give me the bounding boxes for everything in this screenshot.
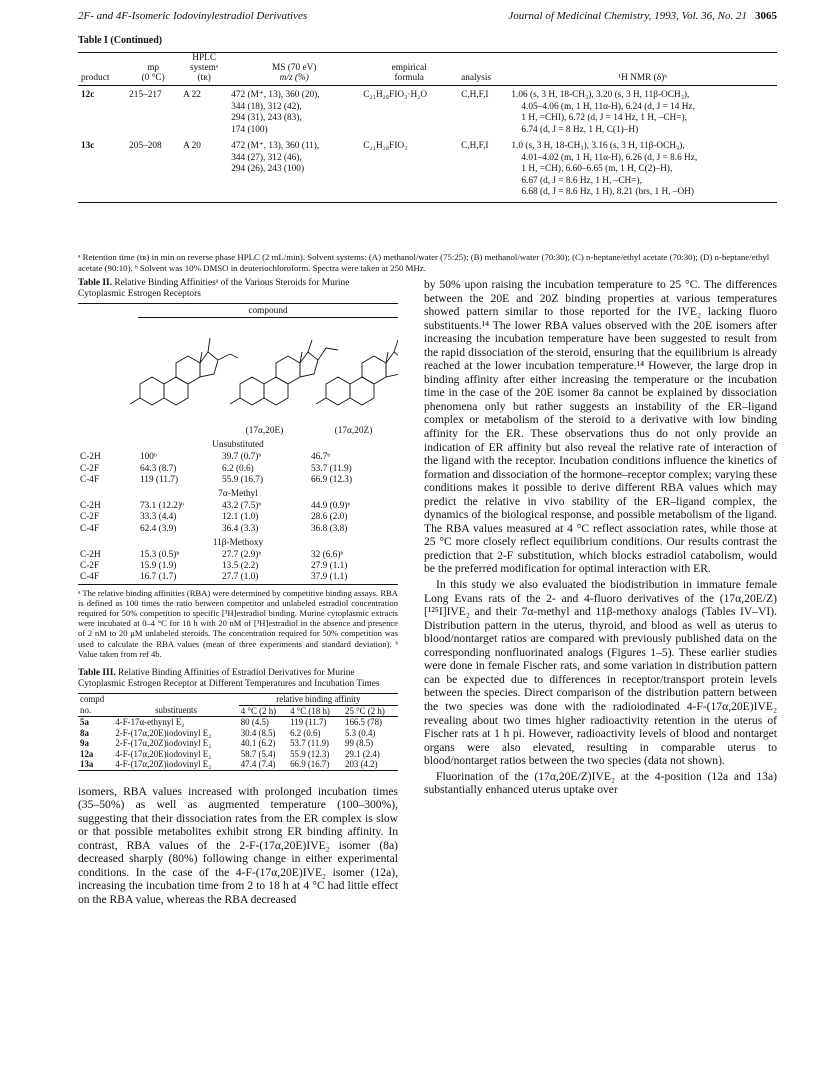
t2-cell: 37.9 (1.1) [311, 572, 348, 583]
t3-h-c1: 4 °C (2 h) [239, 705, 288, 717]
t1-h-nmr: ¹H NMR (δ)ᵇ [508, 73, 777, 86]
table-row [78, 572, 398, 584]
steroid-structures-drawing [78, 318, 398, 426]
t2-cell: 27.7 (1.0) [222, 572, 259, 583]
t1-formula: C₂₁H₂₈FIO₃·H₂O [363, 90, 428, 100]
t1-hplc: A 20 [180, 137, 228, 202]
table-row [78, 738, 398, 749]
t1-nmr [508, 137, 777, 202]
t3-cell: 66.9 (16.7) [288, 759, 343, 770]
t1-ms-line: 344 (18), 312 (42), [231, 101, 302, 112]
table3-caption [78, 668, 398, 690]
t1-mp: 215–217 [129, 90, 162, 100]
running-header [78, 10, 777, 28]
t2-group-title: 11β-Methoxy [212, 537, 264, 548]
t3-no: 13a [78, 759, 113, 770]
table2-caption-text: Relative Binding Affinitiesᵃ of the Various Steroids for Murine Cytoplasmic Estrogen Receptors [78, 278, 350, 299]
t1-h-formula1: empirical [391, 63, 427, 73]
t1-analysis: C,H,F,I [458, 137, 508, 202]
t2-row-label: C-2H [80, 550, 101, 561]
t3-no: 9a [80, 738, 89, 749]
t1-h-formula2: formula [360, 73, 458, 86]
header-article-title: 2F- and 4F-Isomeric Iodovinylestradiol Derivatives [78, 10, 308, 22]
body-paragraph: Fluorination of the (17α,20E/Z)IVE₂ at the 4-position (12a and 13a) substantially enhanced uterus uptake over [424, 769, 777, 797]
t1-h-product: product [78, 73, 126, 86]
t2-row-label: C-2F [80, 512, 100, 523]
t1-h-mp-unit: (0 °C) [126, 73, 180, 86]
t2-cell: 15.3 (0.5)ᵇ [140, 550, 180, 561]
table2-label: Table II. [78, 278, 113, 288]
t1-ms-line: 174 (100) [231, 124, 268, 135]
t2-cell: 27.7 (2.9)ᵇ [222, 550, 262, 561]
t2-cell: 13.5 (2.2) [222, 561, 259, 572]
t1-nmr-line: 6.68 (d, J = 8.6 Hz, 1 H), 8.21 (brs, 1 H, –OH) [521, 187, 694, 197]
t2-cell: 27.9 (1.1) [311, 561, 348, 572]
body-paragraph: In this study we also evaluated the biodistribution in immature female Long Evans rats of the 2- and 4-fluoro derivatives of the (17α,20E/Z)[¹²⁵I]IVE₂ and their 7α-methyl and 11β-methoxy analogs (Tables IV–VI). Distribution pattern in the uterus, thyroid, and blood as well as uterus to blood/nontarget ratios are compared with previously published data on the corresponding nonfluorinated analogs (Figures 1–5). These earlier studies were done in female Fischer rats, and some variation in distribution pattern can be expected due to differences in receptor/transport protein levels between the species. Direct comparison of the distribution pattern between the two species was done with the radioiodinated 4-F-(17α,20E)IVE₂ revealing about two times higher radioactivity retention in the uterus of Fischer rats at 1 h pi. However, radioactivity levels of blood and nontarget organs were also elevated, resulting in comparable uterus to blood/nontarget ratios between the two species (data not shown). [424, 578, 777, 768]
table1-footnote: ᵃ Retention time (tʀ) in min on reverse phase HPLC (2 mL/min). Solvent systems: (A) methanol/water (75:25); (B) methanol/water (70:30); (C) n-heptane/ethyl acetate (70:30); (D) n-heptane/ethyl acetate (90:10). ᵇ Solvent was 10% DMSO in deuteriochloroform. Spectra were taken at 250 MHz. [78, 252, 770, 273]
t2-cell: 55.9 (16.7) [222, 474, 264, 485]
t2-cell: 44.9 (0.9)ᵇ [311, 501, 351, 512]
t2-row-label: C-4F [80, 572, 100, 583]
table3-label: Table III. [78, 668, 116, 679]
t3-h-compd: compd [78, 694, 113, 706]
t3-cell: 5.3 (0.4) [345, 727, 376, 738]
t1-h-hplc1: HPLC [192, 53, 217, 63]
t1-h-hplc3: (tʀ) [180, 73, 228, 86]
t3-cell: 30.4 (8.5) [240, 727, 276, 738]
t1-h-hplc2: systemᵃ [189, 63, 219, 73]
t1-nmr-line: 1.0 (s, 3 H, 18-CH₃), 3.16 (s, 3 H, 11β-OCH₃), [511, 141, 685, 151]
t1-nmr-line: 6.67 (d, J = 8.6 Hz, 1 H, –CH=), [521, 175, 642, 186]
t1-ms-line: 472 (M⁺, 13), 360 (20), [231, 90, 320, 100]
t3-cell: 166.5 (78) [345, 717, 382, 728]
t1-nmr-line: 1 H, =CHI), 6.72 (d, J = 14 Hz, 1 H, –CH=), [521, 113, 687, 123]
t2-cell: 119 (11.7) [140, 474, 179, 485]
t2-cell: 32 (6.6)ᵇ [311, 550, 344, 561]
t1-ms [228, 137, 360, 202]
t1-h-mp: mp [147, 63, 160, 73]
t2-row-label: C-4F [80, 523, 100, 534]
table-row [78, 728, 398, 739]
t1-nmr-line: 1.06 (s, 3 H, 18-CH₃), 3.20 (s, 3 H, 11β-OCH₃), [511, 90, 690, 100]
t1-ms-line: 344 (27), 312 (46), [231, 152, 302, 163]
t2-cell: 39.7 (0.7)ᵇ [222, 452, 262, 463]
table1-title: Table I (Continued) [78, 35, 163, 46]
t2-cell: 73.1 (12.2)ᵇ [140, 501, 184, 512]
header-journal [508, 10, 777, 22]
t2-cell: 43.2 (7.5)ᵇ [222, 501, 262, 512]
t3-cell: 53.7 (11.9) [290, 738, 329, 749]
body-paragraph: isomers, RBA values increased with prolonged incubation times (35–50%) as well as augmented temperature (100–300%), suggesting that their dissociation rates from the ER complex is slow or that possible metabolites exhibit strong ER binding affinity. In contrast, RBA values of the 2-F-(17α,20E)IVE₂ isomer (8a) decreased sharply (80%) following change in either experimental conditions. In the case of the 4-F-(17α,20E)IVE₂ isomer (12a), increasing the incubation time from 2 to 18 h at 4 °C had little effect on the RBA value, whereas the RBA decreased [78, 784, 398, 906]
right-body-text [424, 278, 777, 797]
t2-cell: 53.7 (11.9) [311, 463, 352, 474]
t1-formula: C₂₁H₂₈FIO₃ [360, 137, 458, 202]
t2-cell: 36.8 (3.8) [311, 523, 348, 534]
t3-cell: 55.9 (12.3) [290, 748, 330, 759]
t2-cell: 66.9 (12.3) [311, 474, 353, 485]
t3-cell: 58.7 (5.4) [240, 748, 276, 759]
table2-footnote: ᵃ The relative binding affinities (RBA) were determined by competitive binding assays. RBA is defined as 100 times the ratio between competitor and unlabeled estradiol concentration required for 50% competition to specific [³H]estradiol binding. Murine cytoplasmic extracts were incubated at 0–4 °C for 18 h with 20 nM of [³H]estradiol in the absence and presence of 2 nM to 20 μM unlabeled steroids. The concentration required for 50% competition was used to calculate the RBA values (mean of three experiments and standard deviation). ᵇ Value taken from ref 4b. [78, 587, 398, 659]
steroid-structures [78, 318, 398, 426]
table2 [78, 303, 398, 659]
t3-sub: 4-F-(17α,20Z)iodovinyl E₂ [113, 759, 238, 770]
t1-ms-line: 472 (M⁺, 13), 360 (11), [231, 141, 320, 151]
t1-nmr-line: 1 H, =CH), 6.60–6.65 (m, 1 H, C(2)–H), [521, 164, 673, 174]
t3-sub: 4-F-17α-ethynyl E₂ [115, 717, 185, 728]
t2-cell: 64.3 (8.7) [140, 463, 177, 474]
body-paragraph: by 50% upon raising the incubation temperature to 25 °C. The differences between the 20E and 20Z binding properties at various temperatures showed pattern similar to those reported for the IVE₂ lacking fluoro substituents.¹⁴ The lower RBA values observed with the 20E isomers after increasing the incubation temperature have been suggested to result from the rapid dissociation of the steroid, ensuring that the equilibrium is already reached at the lower incubation temperature.¹⁴ However, the large drop in binding affinity after either increasing the temperature or the incubation time in the case of the 20E isomer 8a cannot be explained by dissociation phenomena only but rather suggests an instability of the ER–ligand complex or metabolism of the steroid to a derivative with low binding affinity for the ER. These observations thus do not only provide an indication of ER affinity but also reveal the relative rate of interaction of the ligand with the receptor. Incubation conditions influence the kinetics of formation and dissociation of the hormone–receptor complex; varying these conditions makes it possible to derive different RBA values which may predict the relative in vivo stability of the ER–ligand complex, the dynamics of the biological response, and possible metabolism of the ligand. The RBA values measured at 4 °C reflect association rates, while those at 25 °C more closely reflect equilibrium conditions. Our results contrast the prediction that 2-F substitution, which blocks estradiol catabolism, would be the preferred modification for optimal interaction with ER. [424, 278, 777, 576]
t3-h-c2: 4 °C (18 h) [288, 705, 343, 717]
t1-mp: 205–208 [126, 137, 180, 202]
t3-cell: 6.2 (0.6) [290, 727, 321, 738]
t2-cell: 33.3 (4.4) [140, 512, 177, 523]
t3-no: 5a [80, 717, 89, 728]
t2-col-label-row [78, 426, 398, 437]
t1-nmr-line: 4.01–4.02 (m, 1 H, 11α-H), 6.26 (d, J = 8.6 Hz, [521, 152, 698, 163]
table-row [78, 561, 398, 572]
t2-cell: 12.1 (1.0) [222, 512, 259, 523]
right-column [424, 278, 777, 797]
t1-nmr-line: 4.05–4.06 (m, 1 H, 11α-H), 6.24 (d, J = 14 Hz, [521, 101, 695, 112]
t1-ms-line: 294 (26), 243 (100) [231, 164, 305, 174]
table-row [78, 86, 777, 138]
table-row [78, 137, 777, 202]
t3-h-no: no. [78, 705, 113, 717]
t3-cell: 47.4 (7.4) [239, 759, 288, 770]
table-row [78, 475, 398, 486]
t3-sub: 2-F-(17α,20E)iodovinyl E₂ [115, 727, 212, 738]
t3-cell: 119 (11.7) [290, 717, 327, 728]
t2-cell: 15.9 (1.9) [140, 561, 177, 572]
table-row [78, 512, 398, 523]
t1-hplc: A 22 [183, 90, 201, 100]
left-column [78, 278, 398, 906]
t2-cell: 46.7ᵇ [311, 452, 331, 463]
table-row [78, 501, 398, 512]
t3-no: 12a [80, 748, 94, 759]
table1 [78, 52, 777, 203]
t1-ms-line: 294 (31), 243 (83), [231, 113, 302, 123]
t3-sub: 2-F-(17α,20Z)iodovinyl E₂ [115, 738, 212, 749]
table-row [78, 550, 398, 561]
t3-cell: 99 (8.5) [345, 738, 374, 749]
t2-cell: 28.6 (2.0) [311, 512, 348, 523]
t1-product: 13c [78, 137, 126, 202]
t1-product: 12c [81, 90, 95, 100]
t2-row-label: C-2F [80, 561, 100, 572]
t3-cell: 203 (4.2) [343, 759, 398, 770]
t2-row-label: C-2H [80, 452, 101, 463]
table2-caption [78, 278, 398, 300]
t3-h-rba: relative binding affinity [239, 694, 398, 706]
t3-cell: 40.1 (6.2) [240, 738, 276, 749]
table-row [78, 759, 398, 770]
table-row [78, 717, 398, 728]
t1-h-ms2: m/z (%) [228, 73, 360, 86]
t2-col-label: (17α,20E) [245, 426, 284, 436]
t1-ms [228, 86, 360, 138]
t2-cell: 6.2 (0.6) [222, 463, 254, 474]
t2-group-title: Unsubstituted [212, 440, 264, 451]
t3-cell: 29.1 (2.4) [345, 748, 380, 759]
t2-compound-header: compound [138, 304, 398, 318]
t2-row-label: C-2F [80, 463, 100, 474]
t1-h-analysis: analysis [458, 73, 508, 86]
t3-sub: 4-F-(17α,20E)iodovinyl E₂ [115, 748, 212, 759]
t1-nmr [508, 86, 777, 138]
page-number: 3065 [755, 10, 777, 22]
t1-h-ms1: MS (70 eV) [272, 63, 317, 73]
table3 [78, 693, 398, 771]
t3-h-subst: substituents [113, 705, 238, 717]
t2-cell: 36.4 (3.3) [222, 523, 259, 534]
t1-analysis: C,H,F,I [461, 90, 489, 100]
t3-cell: 80 (4.5) [240, 717, 269, 728]
left-body-text [78, 785, 398, 907]
t2-cell: 62.4 (3.9) [140, 523, 177, 534]
t2-row-label: C-4F [80, 474, 100, 485]
t2-row-label: C-2H [80, 501, 101, 512]
table-row [78, 524, 398, 535]
t1-nmr-line: 6.74 (d, J = 8 Hz, 1 H, C(1)–H) [521, 124, 639, 135]
t3-h-c3: 25 °C (2 h) [343, 705, 398, 717]
table-row [78, 749, 398, 760]
header-journal-citation: Journal of Medicinal Chemistry, 1993, Vol. 36, No. 21 [508, 10, 747, 22]
t2-group-title: 7α-Methyl [218, 489, 258, 500]
table-row [78, 464, 398, 475]
t2-cell: 100ᵇ [140, 452, 157, 463]
t3-no: 8a [80, 727, 89, 738]
t2-cell: 16.7 (1.7) [140, 572, 177, 583]
table3-caption-text: Relative Binding Affinities of Estradiol Derivatives for Murine Cytoplasmic Estrogen Receptor at Different Temperatures and Incubation Times [78, 668, 380, 690]
t2-col-label: (17α,20Z) [334, 426, 373, 436]
table-row [78, 452, 398, 463]
